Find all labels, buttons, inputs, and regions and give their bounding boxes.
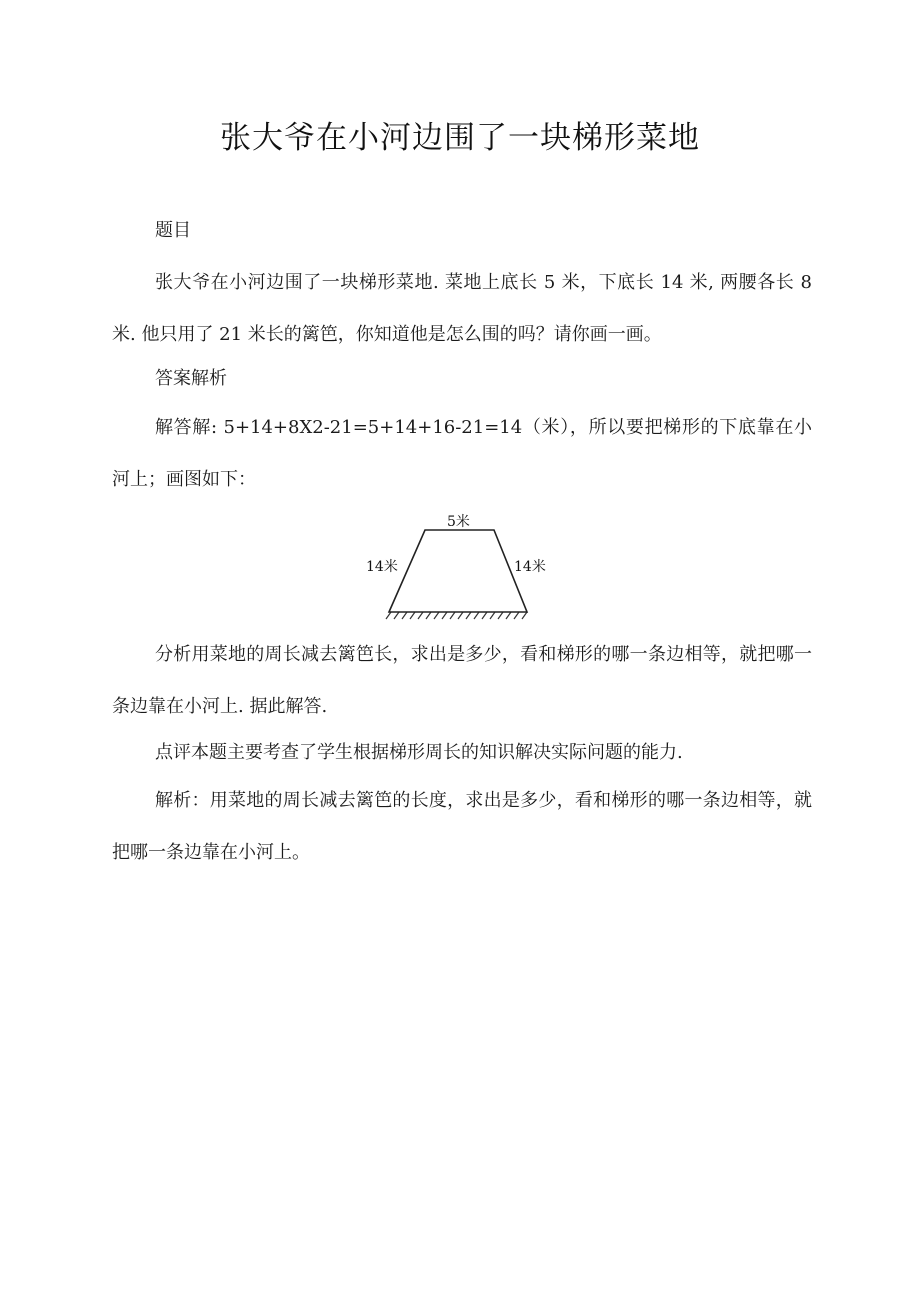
explanation-text: 解析：用菜地的周长减去篱笆的长度，求出是多少，看和梯形的哪一条边相等，就把哪一条边靠在小河上。 [112, 790, 812, 863]
answer-heading: 答案解析 [155, 368, 227, 389]
question-text: 张大爷在小河边围了一块梯形菜地. 菜地上底长 5 米，下底长 14 米, 两腰各长 8 米. 他只用了 21 米长的篱笆，你知道他是怎么围的吗？请你画一画。 [112, 272, 812, 345]
trapezoid-figure [355, 506, 565, 626]
right-leg-label: 14米 [514, 559, 546, 575]
river-hatching [386, 612, 527, 619]
analysis-text: 分析用菜地的周长减去篱笆长，求出是多少，看和梯形的哪一条边相等，就把哪一条边靠在小河上. 据此解答. [112, 644, 812, 717]
document-title: 张大爷在小河边围了一块梯形菜地 [220, 120, 700, 156]
solution-text: 解答解: 5+14+8X2-21=5+14+16-21=14（米），所以要把梯形的下底靠在小河上；画图如下： [112, 417, 812, 490]
trapezoid-shape [389, 530, 527, 612]
left-leg-label: 14米 [366, 559, 398, 575]
question-heading: 题目 [155, 220, 191, 241]
comment-text: 点评本题主要考查了学生根据梯形周长的知识解决实际问题的能力. [155, 742, 683, 763]
trapezoid-diagram [355, 506, 565, 626]
top-base-label: 5米 [447, 514, 470, 530]
